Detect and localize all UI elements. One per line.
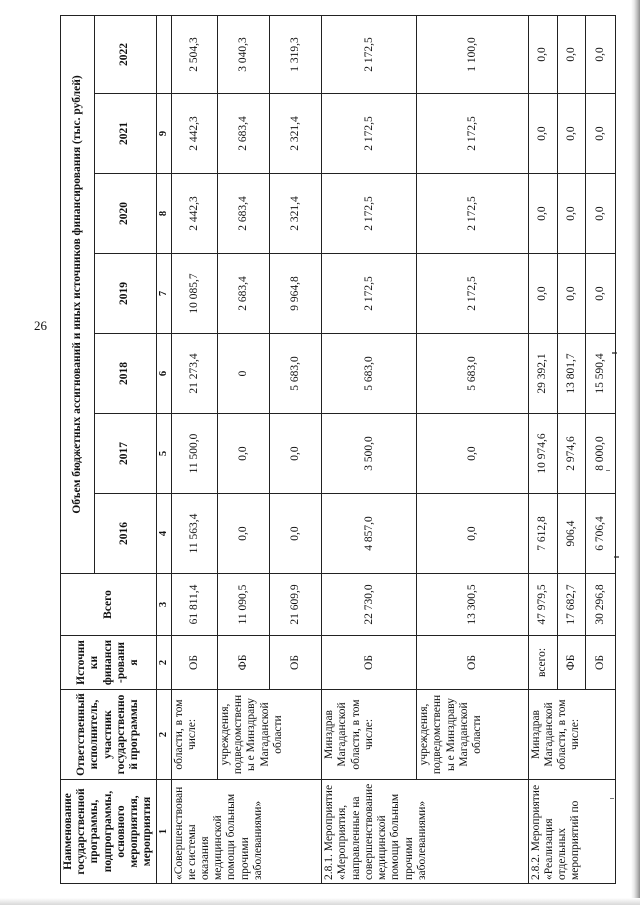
source-cell: ОБ — [322, 636, 417, 690]
value-cell: 2 321,4 — [270, 94, 322, 174]
value-cell: 0,0 — [557, 174, 586, 254]
program-name-cell: 2.8.1. Мероприятие «Мероприятия, направленные на совершенствование медицинской помощи больным прочими заболеваниями» — [322, 780, 528, 884]
value-cell: 15 590,4 — [586, 334, 615, 414]
value-cell: 0,0 — [217, 414, 269, 494]
value-cell: 1 100,0 — [417, 15, 528, 93]
value-cell: 2 172,5 — [417, 94, 528, 174]
value-cell: 2 974,6 — [557, 414, 586, 494]
responsible-cell: учреждения, подведомственны е Минздраву Магаданской области — [417, 690, 528, 780]
header-responsible: Ответственный исполнитель, участник государственной программы — [61, 690, 157, 780]
header-funding-group: Объем бюджетных ассигнований и иных источников финансирования (тыс. рублей) — [61, 15, 95, 573]
column-index: 6 — [156, 334, 171, 414]
source-cell: ОБ — [171, 636, 217, 690]
value-cell: 2 172,5 — [417, 254, 528, 334]
value-cell: 7 612,8 — [528, 494, 557, 574]
table-row — [217, 15, 269, 883]
value-cell: 0,0 — [270, 494, 322, 574]
responsible-cell: области, в том числе: — [171, 690, 217, 780]
value-cell: 0,0 — [270, 414, 322, 494]
value-cell: 2 321,4 — [270, 174, 322, 254]
value-cell: 1 319,3 — [270, 15, 322, 93]
value-cell: 4 857,0 — [322, 494, 417, 574]
column-index: 1 — [156, 780, 171, 884]
value-cell: 2 442,3 — [171, 94, 217, 174]
value-cell: 2 172,5 — [322, 15, 417, 93]
value-cell: 5 683,0 — [270, 334, 322, 414]
value-cell: 0,0 — [557, 254, 586, 334]
header-year: 2022 — [94, 15, 156, 93]
table-row — [171, 15, 217, 883]
header-year: 2021 — [94, 94, 156, 174]
table-row — [417, 15, 528, 883]
header-source: Источники финанси-рования — [61, 636, 157, 690]
source-cell: ОБ — [586, 636, 615, 690]
total-cell: 21 609,9 — [270, 574, 322, 636]
rotated-page — [60, 16, 606, 884]
value-cell: 0 — [217, 334, 269, 414]
header-total: Всего — [61, 574, 157, 636]
value-cell: 5 683,0 — [322, 334, 417, 414]
value-cell: 2 172,5 — [417, 174, 528, 254]
program-name-cell: 2.8.2. Мероприятие «Реализация отдельных мероприятий по — [528, 780, 615, 884]
responsible-cell: Минздрав Магаданской области, в том числе: — [528, 690, 615, 780]
value-cell: 0,0 — [586, 94, 615, 174]
value-cell: 3 040,3 — [217, 15, 269, 93]
page-number: 26 — [34, 318, 47, 333]
value-cell: 2 172,5 — [322, 254, 417, 334]
funding-table — [60, 15, 616, 884]
value-cell: 11 500,0 — [171, 414, 217, 494]
value-cell: 2 683,4 — [217, 94, 269, 174]
column-index: 7 — [156, 254, 171, 334]
value-cell: 2 683,4 — [217, 254, 269, 334]
value-cell: 0,0 — [528, 94, 557, 174]
header-year: 2020 — [94, 174, 156, 254]
source-cell: ОБ — [270, 636, 322, 690]
value-cell: 5 683,0 — [417, 334, 528, 414]
header-year: 2016 — [94, 494, 156, 574]
responsible-cell: учреждения, подведомственны е Минздраву Магаданской области — [217, 690, 321, 780]
value-cell: 2 683,4 — [217, 174, 269, 254]
value-cell: 0,0 — [557, 94, 586, 174]
column-index: 8 — [156, 174, 171, 254]
total-cell: 22 730,0 — [322, 574, 417, 636]
column-index: 2 — [156, 636, 171, 690]
total-cell: 30 296,8 — [586, 574, 615, 636]
responsible-cell: Минздрав Магаданской области, в том числе: — [322, 690, 417, 780]
source-cell: всего: — [528, 636, 557, 690]
value-cell: 0,0 — [557, 15, 586, 93]
value-cell: 0,0 — [528, 254, 557, 334]
value-cell: 8 000,0 — [586, 414, 615, 494]
total-cell: 13 300,5 — [417, 574, 528, 636]
header-year: 2018 — [94, 334, 156, 414]
source-cell: ФБ — [217, 636, 269, 690]
value-cell: 10 085,7 — [171, 254, 217, 334]
scan-bottom-shadow — [0, 898, 640, 905]
header-name: Наименование государственной программы, подпрограммы, основного мероприятия, мероприятия — [61, 780, 157, 884]
value-cell: 2 504,3 — [171, 15, 217, 93]
value-cell: 2 172,5 — [322, 174, 417, 254]
value-cell: 0,0 — [586, 174, 615, 254]
column-index: 4 — [156, 494, 171, 574]
value-cell: 10 974,6 — [528, 414, 557, 494]
value-cell: 11 563,4 — [171, 494, 217, 574]
table-row — [528, 15, 557, 883]
total-cell: 47 979,5 — [528, 574, 557, 636]
value-cell: 3 500,0 — [322, 414, 417, 494]
value-cell: 0,0 — [528, 174, 557, 254]
total-cell: 17 682,7 — [557, 574, 586, 636]
value-cell: 0,0 — [586, 254, 615, 334]
source-cell: ФБ — [557, 636, 586, 690]
value-cell: 9 964,8 — [270, 254, 322, 334]
source-cell: ОБ — [417, 636, 528, 690]
value-cell: 0,0 — [217, 494, 269, 574]
column-index: 2 — [156, 690, 171, 780]
value-cell: 2 442,3 — [171, 174, 217, 254]
header-year: 2017 — [94, 414, 156, 494]
table-row — [322, 15, 417, 883]
program-name-cell: «Совершенствование системы оказания медицинской помощи больным прочими заболеваниями» — [171, 780, 322, 884]
total-cell: 11 090,5 — [217, 574, 269, 636]
value-cell: 21 273,4 — [171, 334, 217, 414]
header-year: 2019 — [94, 254, 156, 334]
value-cell: 6 706,4 — [586, 494, 615, 574]
total-cell: 61 811,4 — [171, 574, 217, 636]
rotated-table-container — [60, 16, 606, 884]
value-cell: 0,0 — [528, 15, 557, 93]
column-index — [156, 15, 171, 93]
value-cell: 0,0 — [417, 414, 528, 494]
column-index: 9 — [156, 94, 171, 174]
value-cell: 2 172,5 — [322, 94, 417, 174]
column-index: 5 — [156, 414, 171, 494]
value-cell: 13 801,7 — [557, 334, 586, 414]
scan-edge-shadow — [631, 0, 640, 905]
value-cell: 906,4 — [557, 494, 586, 574]
value-cell: 0,0 — [417, 494, 528, 574]
column-index: 3 — [156, 574, 171, 636]
value-cell: 0,0 — [586, 15, 615, 93]
value-cell: 29 392,1 — [528, 334, 557, 414]
